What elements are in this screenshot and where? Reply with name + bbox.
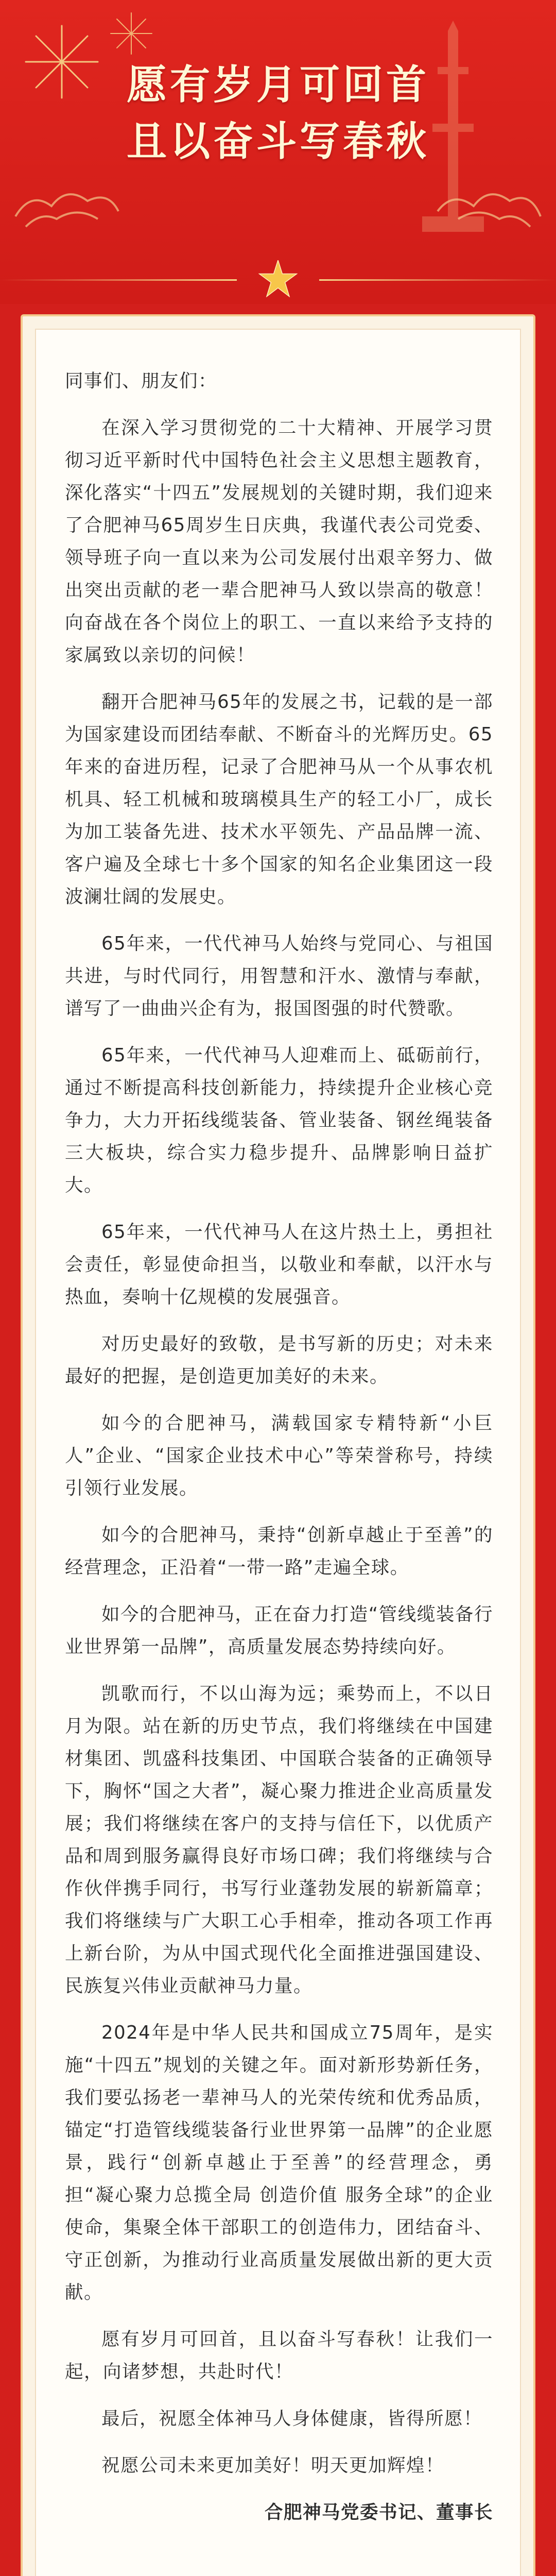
star-divider	[0, 258, 556, 299]
paragraph: 凯歌而行，不以山海为远；乘势而上，不以日月为限。站在新的历史节点，我们将继续在中国建材集团、凯盛科技集团、中国联合装备的正确领导下，胸怀“国之大者”，凝心聚力推进企业高质量发展；我们将继续在客户的支持与信任下，以优质产品和周到服务赢得良好市场口碑；我们将继续与合作伙伴携手同行，书写行业蓬勃发展的崭新篇章；我们将继续与广大职工心手相牵，推动各项工作再上新台阶，为从中国式现代化全面推进强国建设、民族复兴伟业贡献神马力量。	[65, 1683, 493, 1996]
star-icon	[258, 260, 298, 299]
paragraph: 65年来，一代代神马人始终与党同心、与祖国共进，与时代同行，用智慧和汗水、激情与奉献，谱写了一曲曲兴企有为，报国图强的时代赞歌。	[65, 933, 493, 1019]
signer-title: 合肥神马党委书记、董事长	[264, 2502, 493, 2523]
paragraph: 如今的合肥神马，正在奋力打造“管线缆装备行业世界第一品牌”，高质量发展态势持续向好。	[65, 1604, 493, 1657]
paragraph: 祝愿公司未来更加美好！明天更加辉煌！	[101, 2455, 445, 2476]
title-line-2: 且以奋斗写春秋	[126, 118, 429, 165]
divider-line-right	[319, 279, 556, 281]
paragraph: 对历史最好的致敬，是书写新的历史；对未来最好的把握，是创造更加美好的未来。	[65, 1333, 493, 1387]
paragraph: 65年来，一代代神马人在这片热土上，勇担社会责任，彰显使命担当，以敬业和奉献，以汗水与热血，奏响十亿规模的发展强音。	[65, 1222, 493, 1308]
paragraph: 如今的合肥神马，秉持“创新卓越止于至善”的经营理念，正沿着“一带一路”走遍全球。	[65, 1524, 493, 1578]
paragraph: 在深入学习贯彻党的二十大精神、开展学习贯彻习近平新时代中国特色社会主义思想主题教育，深化落实“十四五”发展规划的关键时期，我们迎来了合肥神马65周岁生日庆典，我谨代表公司党委、领导班子向一直以来为公司发展付出艰辛努力、做出突出贡献的老一辈合肥神马人致以崇高的敬意！向奋战在各个岗位上的职工、一直以来给予支持的家属致以亲切的问候！	[65, 417, 493, 666]
firework-small-icon	[108, 10, 154, 57]
title-line-1: 愿有岁月可回首	[126, 61, 429, 108]
signature-area	[65, 2543, 493, 2576]
paragraph: 2024年是中华人民共和国成立75周年，是实施“十四五”规划的关键之年。面对新形势新任务，我们要弘扬老一辈神马人的光荣传统和优秀品质，锚定“打造管线缆装备行业世界第一品牌”的企业愿景，践行“创新卓越止于至善”的经营理念，勇担“凝心聚力总揽全局 创造价值 服务全球”的企业使命，集聚全体干部职工的创造伟力，团结奋斗、守正创新，为推动行业高质量发展做出新的更大贡献。	[65, 2022, 493, 2303]
auspicious-cloud-right-icon	[432, 170, 546, 234]
paragraph: 翻开合肥神马65年的发展之书，记载的是一部为国家建设而团结奉献、不断奋斗的光辉历史。65年来的奋进历程，记录了合肥神马从一个从事农机机具、轻工机械和玻璃模具生产的轻工小厂，成长为加工装备先进、技术水平领先、产品品牌一流、客户遍及全球七十多个国家的知名企业集团这一段波澜壮阔的发展史。	[65, 691, 493, 907]
auspicious-cloud-left-icon	[10, 170, 124, 234]
page-title	[0, 57, 556, 170]
handwritten-signature-icon	[323, 2553, 457, 2576]
header-banner	[0, 0, 556, 304]
letter-body	[65, 365, 493, 2576]
paragraph: 如今的合肥神马，满载国家专精特新“小巨人”企业、“国家企业技术中心”等荣誉称号，持续引领行业发展。	[65, 1413, 493, 1499]
divider-line-left	[0, 279, 237, 281]
paragraph: 65年来，一代代神马人迎难而上、砥砺前行，通过不断提高科技创新能力，持续提升企业核心竞争力，大力开拓线缆装备、管业装备、钢丝绳装备三大板块，综合实力稳步提升、品牌影响日益扩大。	[65, 1045, 493, 1196]
paragraph: 最后，祝愿全体神马人身体健康，皆得所愿！	[101, 2408, 483, 2429]
letter-greeting: 同事们、朋友们：	[65, 370, 218, 392]
paragraph: 愿有岁月可回首，且以奋斗写春秋！让我们一起，向诸梦想，共赴时代！	[65, 2329, 493, 2382]
letter-paper	[35, 329, 521, 2576]
letter-frame	[21, 314, 535, 2576]
